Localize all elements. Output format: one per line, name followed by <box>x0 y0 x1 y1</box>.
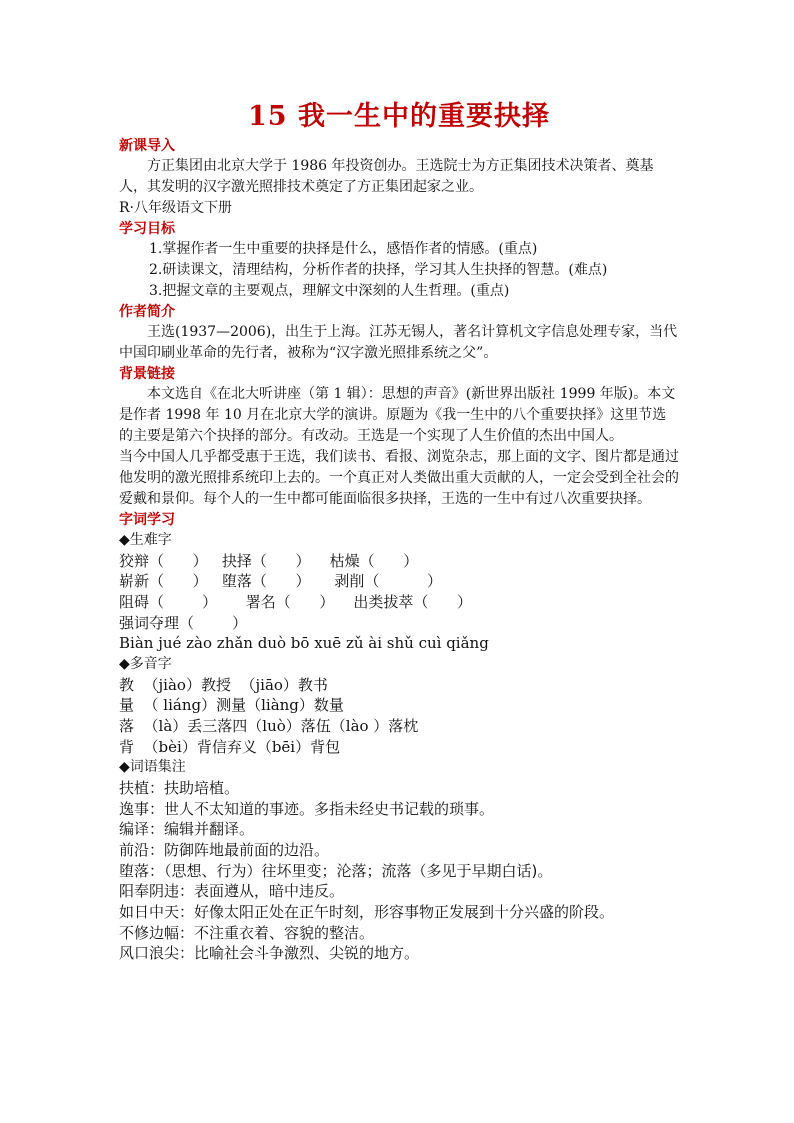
page-title: 15 我一生中的重要抉择 <box>248 101 550 132</box>
objective-item: 3.把握文章的主要观点，理解文中深刻的人生哲理。(重点) <box>149 283 510 299</box>
polyphone-label: ◆多音字 <box>119 656 172 673</box>
intro-paragraph: 方正集团由北京大学于 1986 年投资创办。王选院士为方正集团技术决策者、奠基人，其发明的汉字激光照排技术奠定了方正集团起家之业。 <box>119 158 654 195</box>
textbook-note: R·八年级语文下册 <box>119 200 232 216</box>
new-chars-row: 阻碍（ ） 署名（ ） 出类拔萃（ ） <box>119 592 473 611</box>
new-chars-row: 狡辩（ ） 抉择（ ） 枯燥（ ） <box>119 551 419 570</box>
new-chars-row: 崭新（ ） 堕落（ ） 剥削（ ） <box>119 572 443 591</box>
new-chars-label: ◆生难字 <box>119 532 172 548</box>
section-heading-vocab: 字词学习 <box>119 512 175 528</box>
objective-item: 1.掌握作者一生中重要的抉择是什么，感悟作者的情感。(重点) <box>149 241 538 257</box>
polyphone-row: 背 （bèi）背信弃义（bēi）背包 <box>119 737 341 756</box>
background-paragraph-1: 本文选自《在北大听讲座（第 1 辑）：思想的声音》(新世界出版社 1999 年版)。本文是作者 1998 年 10 月在北京大学的演讲。原题为《我一生中的八个重要抉择》这里节选的主要是第六个抉择的部分。有改动。王选是一个实现了人生价值的杰出中国人。 <box>119 386 676 444</box>
background-paragraph-2: 当今中国人几乎都受惠于王选，我们读书、看报、浏览杂志，那上面的文字、图片都是通过他发明的激光照排系统印上去的。一个真正对人类做出重大贡献的人，一定会受到全社会的爱戴和景仰。每个人的一生中都可能面临很多抉择，王选的一生中有过八次重要抉择。 <box>119 449 679 507</box>
new-chars-row: 强词夺理（ ） <box>119 613 248 632</box>
pinyin-answers: Biàn jué zào zhǎn duò bō xuē zǔ ài shǔ cuì qiǎng <box>119 634 489 653</box>
word-entry: 阳奉阴违：表面遵从，暗中违反。 <box>119 882 345 901</box>
section-heading-objectives: 学习目标 <box>119 221 175 237</box>
word-entry: 编译：编辑并翻译。 <box>119 820 255 839</box>
author-paragraph: 王选(1937—2006)，出生于上海。江苏无锡人，著名计算机文字信息处理专家，当代中国印刷业革命的先行者，被称为“汉字激光照排系统之父”。 <box>119 324 678 361</box>
section-heading-author: 作者简介 <box>119 304 175 320</box>
document-body <box>119 100 679 964</box>
words-label: ◆词语集注 <box>119 759 186 776</box>
polyphone-row: 落 （là）丢三落四（luò）落伍（lào ）落枕 <box>119 716 419 735</box>
word-entry: 如日中天：好像太阳正处在正午时刻，形容事物正发展到十分兴盛的阶段。 <box>119 903 615 922</box>
word-entry: 扶植：扶助培植。 <box>119 778 240 797</box>
word-entry: 前沿：防御阵地最前面的边沿。 <box>119 840 330 859</box>
section-heading-background: 背景链接 <box>119 366 175 382</box>
word-entry: 逸事：世人不太知道的事迹。多指未经史书记载的琐事。 <box>119 799 495 818</box>
word-entry: 堕落：（思想、行为）往坏里变；沦落；流落（多见于早期白话)。 <box>119 861 553 880</box>
objective-item: 2.研读课文，清理结构，分析作者的抉择，学习其人生抉择的智慧。(难点) <box>149 262 608 278</box>
polyphone-row: 量 （ liáng）测量（liàng）数量 <box>119 696 344 715</box>
section-heading-intro: 新课导入 <box>119 138 175 154</box>
word-entry: 风口浪尖：比喻社会斗争激烈、尖锐的地方。 <box>119 944 420 963</box>
word-entry: 不修边幅：不注重衣着、容貌的整洁。 <box>119 923 375 942</box>
polyphone-row: 教 （jiào）教授 （jiāo）教书 <box>119 675 328 694</box>
